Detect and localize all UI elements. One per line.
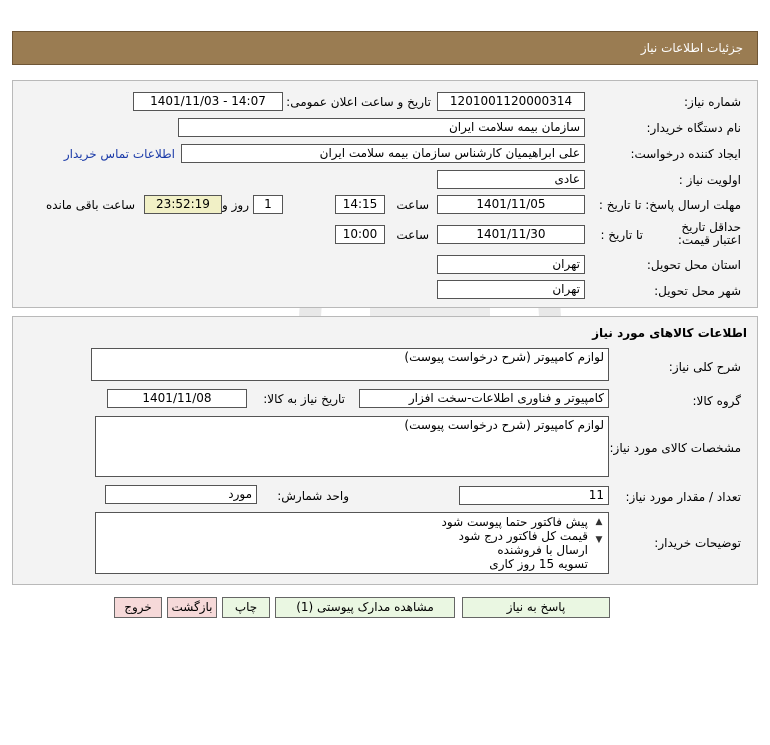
buyer-label: نام دستگاه خریدار:	[646, 121, 741, 135]
province-label: استان محل تحویل:	[646, 258, 741, 272]
city-field: تهران	[437, 280, 585, 299]
validity-label-text: حداقل تاریخ اعتبار قیمت:	[677, 220, 741, 247]
validity-date-field: 1401/11/30	[437, 225, 585, 244]
validity-label	[651, 221, 741, 247]
notes-line-3: ارسال با فروشنده	[497, 543, 588, 557]
notes-textarea[interactable]	[95, 512, 609, 574]
validity-time-label: ساعت	[396, 228, 429, 242]
qty-field: 11	[459, 486, 609, 505]
deadline-time-label: ساعت	[396, 198, 429, 212]
contact-buyer-link[interactable]: اطلاعات تماس خریدار	[63, 147, 175, 161]
qty-label: تعداد / مقدار مورد نیاز:	[625, 490, 741, 504]
unit-field: مورد	[105, 485, 257, 504]
summary-label: شرح کلی نیاز:	[668, 360, 741, 374]
scroll-down-icon[interactable]: ▼	[595, 535, 603, 545]
validity-time-field: 10:00	[335, 225, 385, 244]
back-button[interactable]: بازگشت	[167, 597, 217, 618]
notes-scrollbar[interactable]	[592, 515, 606, 571]
need-date-label: تاریخ نیاز به کالا:	[263, 392, 345, 406]
goods-section-title: اطلاعات کالاهای مورد نیاز	[592, 326, 747, 340]
need-number-label: شماره نیاز:	[684, 95, 741, 109]
remaining-label: ساعت باقی مانده	[45, 198, 135, 212]
attachments-button[interactable]: مشاهده مدارک پیوستی (1)	[275, 597, 455, 618]
spec-label: مشخصات کالای مورد نیاز:	[609, 441, 741, 455]
group-label: گروه کالا:	[692, 394, 741, 408]
deadline-time-field: 14:15	[335, 195, 385, 214]
deadline-label: مهلت ارسال پاسخ: تا تاریخ :	[598, 198, 741, 212]
need-number-field: 1201001120000314	[437, 92, 585, 111]
creator-label: ایجاد کننده درخواست:	[630, 147, 741, 161]
need-info-panel	[12, 80, 758, 308]
city-label: شهر محل تحویل:	[654, 284, 741, 298]
spec-field: لوازم کامپیوتر (شرح درخواست پیوست)	[95, 416, 609, 477]
remaining-time-field: 23:52:19	[144, 195, 222, 214]
unit-label: واحد شمارش:	[277, 489, 349, 503]
notes-label: توضیحات خریدار:	[654, 536, 741, 550]
exit-button[interactable]: خروج	[114, 597, 162, 618]
buyer-field: سازمان بیمه سلامت ایران	[178, 118, 585, 137]
page-header	[12, 31, 758, 65]
priority-field: عادی	[437, 170, 585, 189]
scroll-up-icon[interactable]: ▲	[595, 517, 603, 527]
notes-line-2: قیمت کل فاکتور درج شود	[458, 529, 588, 543]
province-field: تهران	[437, 255, 585, 274]
days-label: روز و	[222, 198, 249, 212]
notes-line-1: پیش فاکتور حتما پیوست شود	[441, 515, 588, 529]
goods-panel	[12, 316, 758, 585]
reply-button[interactable]: پاسخ به نیاز	[462, 597, 610, 618]
days-field: 1	[253, 195, 283, 214]
page-title: جزئیات اطلاعات نیاز	[640, 41, 743, 55]
creator-field: علی ابراهیمیان کارشناس سازمان بیمه سلامت ایران	[181, 144, 585, 163]
summary-field: لوازم کامپیوتر (شرح درخواست پیوست)	[91, 348, 609, 381]
deadline-date-field: 1401/11/05	[437, 195, 585, 214]
notes-line-4: تسویه 15 روز کاری	[489, 557, 588, 571]
group-field: کامپیوتر و فناوری اطلاعات-سخت افزار	[359, 389, 609, 408]
announce-field: 1401/11/03 - 14:07	[133, 92, 283, 111]
need-date-field: 1401/11/08	[107, 389, 247, 408]
announce-label: تاریخ و ساعت اعلان عمومی:	[286, 95, 431, 109]
print-button[interactable]: چاپ	[222, 597, 270, 618]
priority-label: اولویت نیاز :	[678, 173, 741, 187]
validity-to-label: تا تاریخ :	[600, 228, 643, 242]
